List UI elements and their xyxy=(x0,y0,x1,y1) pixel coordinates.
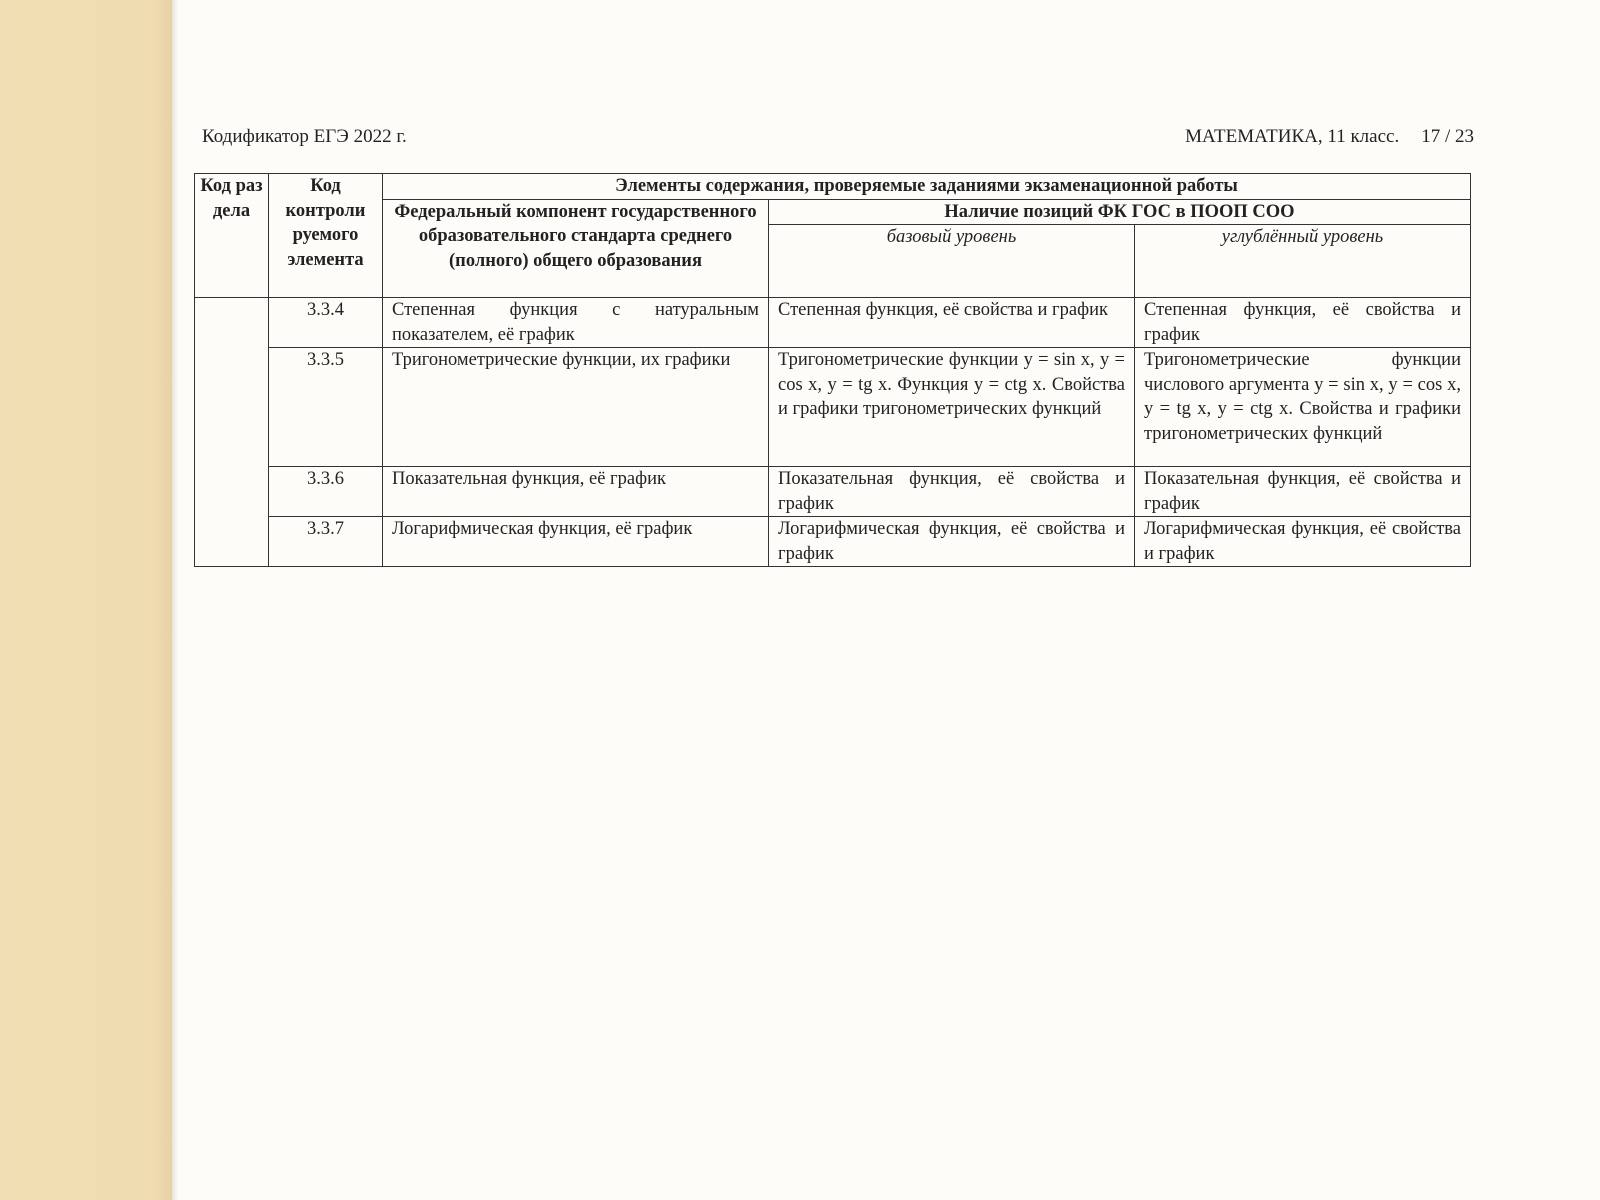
advanced-cell: Логарифмическая функция, её свойства и график xyxy=(1135,517,1471,567)
table-row xyxy=(195,298,1471,348)
page-number: 17 / 23 xyxy=(1421,126,1474,147)
header-subject: МАТЕМАТИКА, 11 класс. xyxy=(1185,126,1400,147)
table-row xyxy=(195,348,1471,467)
header-row-2 xyxy=(195,199,1471,225)
element-code: 3.3.4 xyxy=(269,298,383,348)
advanced-cell: Показательная функция, её свойства и график xyxy=(1135,467,1471,517)
codifier-table xyxy=(194,173,1471,567)
group-poop-header: Наличие позиций ФК ГОС в ПООП СОО xyxy=(769,199,1471,225)
col-element-header: Код контроли руемого элемента xyxy=(269,174,383,298)
fk-cell: Логарифмическая функция, её график xyxy=(383,517,769,567)
header-right xyxy=(1185,126,1474,148)
table-row xyxy=(195,517,1471,567)
advanced-cell: Степенная функция, её свойства и график xyxy=(1135,298,1471,348)
col-fk-header: Федеральный компонент государственного образовательного стандарта среднего (полного) общего образования xyxy=(383,199,769,298)
col-basic-header: базовый уровень xyxy=(769,225,1135,298)
element-code: 3.3.7 xyxy=(269,517,383,567)
fk-cell: Показательная функция, её график xyxy=(383,467,769,517)
basic-cell: Логарифмическая функция, её свойства и график xyxy=(769,517,1135,567)
col-advanced-header: углублённый уровень xyxy=(1135,225,1471,298)
section-code-cell xyxy=(195,298,269,567)
fk-cell: Тригонометрические функции, их графики xyxy=(383,348,769,467)
element-code: 3.3.6 xyxy=(269,467,383,517)
element-code: 3.3.5 xyxy=(269,348,383,467)
page-header xyxy=(202,126,1474,152)
basic-cell: Тригонометрические функции y = sin x, y = cos x, y = tg x. Функция y = ctg x. Свойства и графики тригонометрических функций xyxy=(769,348,1135,467)
col-section-header: Код раз дела xyxy=(195,174,269,298)
advanced-cell: Тригонометрические функции числового аргумента y = sin x, y = cos x, y = tg x, y = ctg x. Свойства и графики тригонометрических функций xyxy=(1135,348,1471,467)
group-title-header: Элементы содержания, проверяемые заданиями экзаменационной работы xyxy=(383,174,1471,200)
header-title: Кодификатор ЕГЭ 2022 г. xyxy=(202,126,407,147)
basic-cell: Показательная функция, её свойства и график xyxy=(769,467,1135,517)
side-bar xyxy=(0,0,172,1200)
fk-cell: Степенная функция с натуральным показателем, её график xyxy=(383,298,769,348)
header-row-1 xyxy=(195,174,1471,200)
basic-cell: Степенная функция, её свойства и график xyxy=(769,298,1135,348)
table-row xyxy=(195,467,1471,517)
